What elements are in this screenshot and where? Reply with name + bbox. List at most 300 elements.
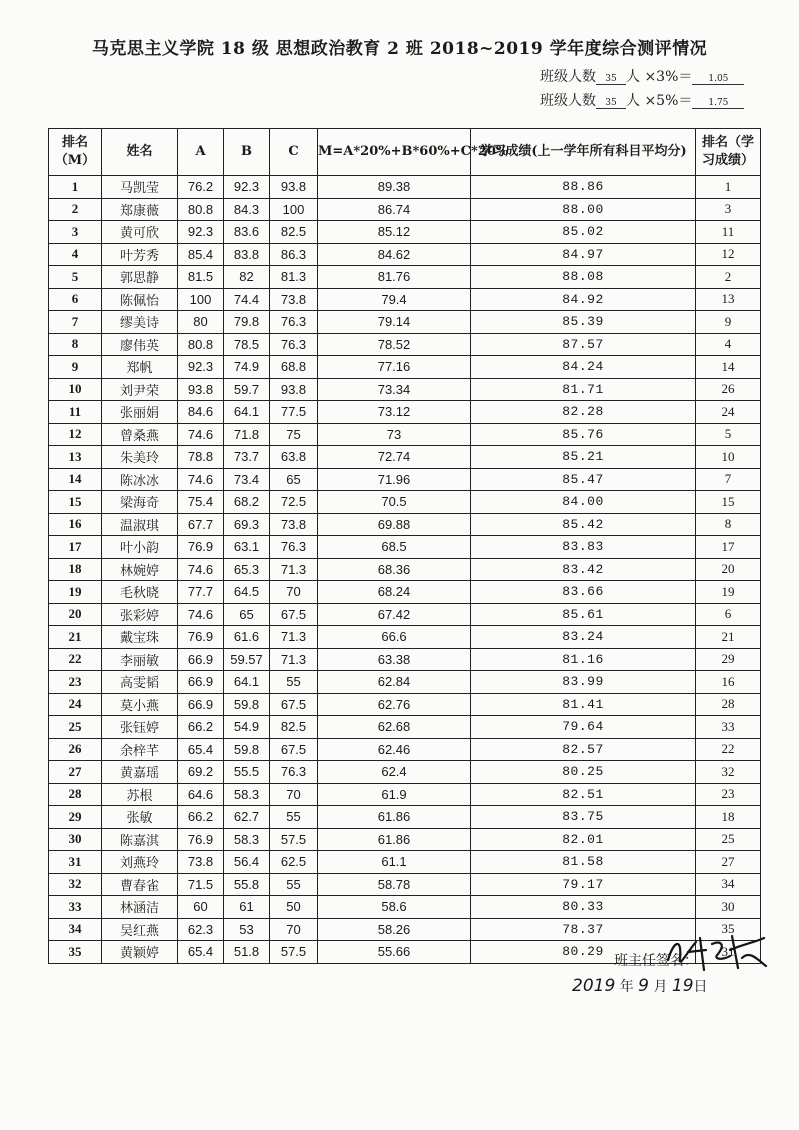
study-rank-cell: 15 (696, 491, 761, 514)
score-a-cell: 66.9 (178, 671, 224, 694)
score-b-cell: 53 (224, 918, 270, 941)
study-score-cell: 88.86 (471, 176, 696, 199)
score-c-cell: 70 (270, 581, 318, 604)
study-score-cell: 83.24 (471, 626, 696, 649)
study-rank-cell: 28 (696, 693, 761, 716)
name-cell: 廖伟英 (102, 333, 178, 356)
score-c-cell: 70 (270, 783, 318, 806)
name-cell: 刘燕玲 (102, 851, 178, 874)
score-b-cell: 79.8 (224, 311, 270, 334)
score-a-cell: 74.6 (178, 468, 224, 491)
study-rank-cell: 21 (696, 626, 761, 649)
score-b-cell: 61.6 (224, 626, 270, 649)
score-c-cell: 50 (270, 896, 318, 919)
score-a-cell: 93.8 (178, 378, 224, 401)
study-rank-cell: 17 (696, 536, 761, 559)
study-rank-cell: 22 (696, 738, 761, 761)
quota-count: 35 (596, 74, 626, 85)
score-b-cell: 59.8 (224, 738, 270, 761)
score-m-cell: 63.38 (318, 648, 471, 671)
score-m-cell: 68.24 (318, 581, 471, 604)
score-m-cell: 62.68 (318, 716, 471, 739)
rank-cell: 11 (49, 401, 102, 424)
study-rank-cell: 14 (696, 356, 761, 379)
score-b-cell: 82 (224, 266, 270, 289)
score-c-cell: 55 (270, 806, 318, 829)
score-b-cell: 65.3 (224, 558, 270, 581)
score-a-cell: 62.3 (178, 918, 224, 941)
score-b-cell: 55.5 (224, 761, 270, 784)
name-cell: 林涵洁 (102, 896, 178, 919)
study-rank-cell: 35 (696, 918, 761, 941)
study-score-cell: 84.24 (471, 356, 696, 379)
score-c-cell: 76.3 (270, 536, 318, 559)
signature-date (572, 976, 708, 996)
score-c-cell: 57.5 (270, 941, 318, 964)
score-c-cell: 68.8 (270, 356, 318, 379)
study-rank-cell: 8 (696, 513, 761, 536)
name-cell: 缪美诗 (102, 311, 178, 334)
score-m-cell: 58.6 (318, 896, 471, 919)
date-year: 2019 (572, 976, 616, 996)
score-c-cell: 77.5 (270, 401, 318, 424)
score-c-cell: 71.3 (270, 648, 318, 671)
header-rank: 排名（M） (49, 129, 102, 176)
rank-cell: 29 (49, 806, 102, 829)
score-c-cell: 73.8 (270, 513, 318, 536)
rank-cell: 2 (49, 198, 102, 221)
table-row (49, 536, 761, 559)
study-score-cell: 81.41 (471, 693, 696, 716)
study-rank-cell: 5 (696, 423, 761, 446)
score-b-cell: 68.2 (224, 491, 270, 514)
study-score-cell: 85.42 (471, 513, 696, 536)
study-rank-cell: 30 (696, 896, 761, 919)
study-score-cell: 85.76 (471, 423, 696, 446)
name-cell: 林婉婷 (102, 558, 178, 581)
table-row (49, 716, 761, 739)
study-score-cell: 80.29 (471, 941, 696, 964)
quota-count: 35 (596, 98, 626, 109)
study-rank-cell: 26 (696, 378, 761, 401)
score-a-cell: 64.6 (178, 783, 224, 806)
score-c-cell: 55 (270, 671, 318, 694)
name-cell: 吴红燕 (102, 918, 178, 941)
name-cell: 刘尹荣 (102, 378, 178, 401)
study-score-cell: 83.99 (471, 671, 696, 694)
table-row (49, 761, 761, 784)
study-rank-cell: 10 (696, 446, 761, 469)
score-c-cell: 55 (270, 873, 318, 896)
score-a-cell: 92.3 (178, 221, 224, 244)
score-m-cell: 81.76 (318, 266, 471, 289)
score-b-cell: 92.3 (224, 176, 270, 199)
name-cell: 曾桑燕 (102, 423, 178, 446)
table-row (49, 581, 761, 604)
table-row (49, 828, 761, 851)
score-m-cell: 69.88 (318, 513, 471, 536)
score-c-cell: 62.5 (270, 851, 318, 874)
score-a-cell: 80.8 (178, 198, 224, 221)
table-row (49, 873, 761, 896)
name-cell: 黄可欣 (102, 221, 178, 244)
score-m-cell: 68.5 (318, 536, 471, 559)
study-score-cell: 84.00 (471, 491, 696, 514)
study-score-cell: 82.01 (471, 828, 696, 851)
score-m-cell: 61.86 (318, 828, 471, 851)
score-c-cell: 67.5 (270, 693, 318, 716)
table-row (49, 783, 761, 806)
score-a-cell: 73.8 (178, 851, 224, 874)
name-cell: 余梓芊 (102, 738, 178, 761)
rank-cell: 16 (49, 513, 102, 536)
name-cell: 郑帆 (102, 356, 178, 379)
study-rank-cell: 33 (696, 716, 761, 739)
rank-cell: 3 (49, 221, 102, 244)
score-b-cell: 56.4 (224, 851, 270, 874)
name-cell: 叶小韵 (102, 536, 178, 559)
score-c-cell: 81.3 (270, 266, 318, 289)
study-rank-cell: 27 (696, 851, 761, 874)
score-a-cell: 66.9 (178, 693, 224, 716)
study-score-cell: 84.97 (471, 243, 696, 266)
score-m-cell: 79.14 (318, 311, 471, 334)
rank-cell: 7 (49, 311, 102, 334)
study-rank-cell: 29 (696, 648, 761, 671)
study-score-cell: 80.33 (471, 896, 696, 919)
score-c-cell: 82.5 (270, 716, 318, 739)
date-month: 9 (638, 976, 649, 996)
score-a-cell: 66.9 (178, 648, 224, 671)
study-score-cell: 85.47 (471, 468, 696, 491)
score-m-cell: 62.4 (318, 761, 471, 784)
score-a-cell: 100 (178, 288, 224, 311)
name-cell: 张敏 (102, 806, 178, 829)
score-b-cell: 64.1 (224, 401, 270, 424)
rank-cell: 13 (49, 446, 102, 469)
rank-cell: 12 (49, 423, 102, 446)
header-m-formula: M=A*20%+B*60%+C*20% (318, 129, 471, 176)
header-name: 姓名 (102, 129, 178, 176)
name-cell: 叶芳秀 (102, 243, 178, 266)
score-b-cell: 59.7 (224, 378, 270, 401)
score-b-cell: 59.57 (224, 648, 270, 671)
study-score-cell: 80.25 (471, 761, 696, 784)
name-cell: 梁海奇 (102, 491, 178, 514)
rank-cell: 31 (49, 851, 102, 874)
score-c-cell: 71.3 (270, 626, 318, 649)
score-m-cell: 78.52 (318, 333, 471, 356)
score-c-cell: 70 (270, 918, 318, 941)
rank-cell: 1 (49, 176, 102, 199)
score-m-cell: 84.62 (318, 243, 471, 266)
table-row (49, 356, 761, 379)
score-c-cell: 93.8 (270, 378, 318, 401)
study-rank-cell: 18 (696, 806, 761, 829)
study-rank-cell: 1 (696, 176, 761, 199)
name-cell: 陈佩怡 (102, 288, 178, 311)
score-c-cell: 67.5 (270, 738, 318, 761)
name-cell: 温淑琪 (102, 513, 178, 536)
score-a-cell: 84.6 (178, 401, 224, 424)
score-a-cell: 75.4 (178, 491, 224, 514)
score-m-cell: 58.26 (318, 918, 471, 941)
table-row (49, 806, 761, 829)
table-header-row (49, 129, 761, 176)
rank-cell: 8 (49, 333, 102, 356)
study-score-cell: 83.66 (471, 581, 696, 604)
score-b-cell: 54.9 (224, 716, 270, 739)
rank-cell: 34 (49, 918, 102, 941)
score-b-cell: 62.7 (224, 806, 270, 829)
score-c-cell: 82.5 (270, 221, 318, 244)
table-row (49, 221, 761, 244)
score-c-cell: 57.5 (270, 828, 318, 851)
table-row (49, 423, 761, 446)
quota-result: 1.75 (692, 98, 744, 109)
rank-cell: 5 (49, 266, 102, 289)
score-c-cell: 76.3 (270, 311, 318, 334)
study-score-cell: 78.37 (471, 918, 696, 941)
score-m-cell: 61.1 (318, 851, 471, 874)
rank-cell: 25 (49, 716, 102, 739)
name-cell: 黄嘉瑶 (102, 761, 178, 784)
date-day: 19 (671, 976, 694, 996)
score-a-cell: 92.3 (178, 356, 224, 379)
score-b-cell: 78.5 (224, 333, 270, 356)
score-m-cell: 85.12 (318, 221, 471, 244)
name-cell: 莫小燕 (102, 693, 178, 716)
study-rank-cell: 32 (696, 761, 761, 784)
score-m-cell: 73.12 (318, 401, 471, 424)
score-a-cell: 74.6 (178, 558, 224, 581)
score-m-cell: 62.76 (318, 693, 471, 716)
score-b-cell: 64.5 (224, 581, 270, 604)
study-rank-cell: 2 (696, 266, 761, 289)
study-rank-cell: 3 (696, 198, 761, 221)
rank-cell: 24 (49, 693, 102, 716)
teacher-signature-label: 班主任签名： (614, 953, 698, 969)
score-a-cell: 80.8 (178, 333, 224, 356)
table-row (49, 603, 761, 626)
score-a-cell: 69.2 (178, 761, 224, 784)
name-cell: 郑康薇 (102, 198, 178, 221)
name-cell: 马凯莹 (102, 176, 178, 199)
rank-cell: 6 (49, 288, 102, 311)
rank-cell: 33 (49, 896, 102, 919)
score-c-cell: 86.3 (270, 243, 318, 266)
study-score-cell: 82.57 (471, 738, 696, 761)
score-c-cell: 75 (270, 423, 318, 446)
score-m-cell: 72.74 (318, 446, 471, 469)
study-score-cell: 82.51 (471, 783, 696, 806)
score-c-cell: 72.5 (270, 491, 318, 514)
table-row (49, 671, 761, 694)
table-row (49, 896, 761, 919)
score-m-cell: 70.5 (318, 491, 471, 514)
header-b: B (224, 129, 270, 176)
score-c-cell: 76.3 (270, 333, 318, 356)
table-row (49, 918, 761, 941)
study-rank-cell: 7 (696, 468, 761, 491)
score-b-cell: 74.9 (224, 356, 270, 379)
table-row (49, 446, 761, 469)
table-row (49, 693, 761, 716)
score-m-cell: 66.6 (318, 626, 471, 649)
score-c-cell: 67.5 (270, 603, 318, 626)
score-a-cell: 81.5 (178, 266, 224, 289)
header-study-score: 学习成绩(上一学年所有科目平均分) (471, 129, 696, 176)
study-rank-cell: 6 (696, 603, 761, 626)
score-a-cell: 60 (178, 896, 224, 919)
name-cell: 张丽娟 (102, 401, 178, 424)
quota-result: 1.05 (692, 74, 744, 85)
score-b-cell: 55.8 (224, 873, 270, 896)
study-rank-cell: 24 (696, 401, 761, 424)
name-cell: 朱美玲 (102, 446, 178, 469)
study-score-cell: 87.57 (471, 333, 696, 356)
table-row (49, 401, 761, 424)
name-cell: 戴宝珠 (102, 626, 178, 649)
score-b-cell: 51.8 (224, 941, 270, 964)
date-day-label: 日 (693, 979, 708, 995)
table-row (49, 558, 761, 581)
score-a-cell: 65.4 (178, 941, 224, 964)
study-score-cell: 81.16 (471, 648, 696, 671)
study-rank-cell: 19 (696, 581, 761, 604)
score-b-cell: 64.1 (224, 671, 270, 694)
name-cell: 曹春雀 (102, 873, 178, 896)
score-b-cell: 74.4 (224, 288, 270, 311)
study-score-cell: 85.02 (471, 221, 696, 244)
score-a-cell: 80 (178, 311, 224, 334)
score-c-cell: 100 (270, 198, 318, 221)
name-cell: 毛秋晓 (102, 581, 178, 604)
score-m-cell: 89.38 (318, 176, 471, 199)
score-b-cell: 83.8 (224, 243, 270, 266)
score-a-cell: 67.7 (178, 513, 224, 536)
rank-cell: 21 (49, 626, 102, 649)
score-b-cell: 71.8 (224, 423, 270, 446)
rank-cell: 23 (49, 671, 102, 694)
score-b-cell: 63.1 (224, 536, 270, 559)
study-score-cell: 79.64 (471, 716, 696, 739)
quota-formula: 人 ×5%＝ (626, 93, 693, 109)
score-a-cell: 74.6 (178, 423, 224, 446)
study-score-cell: 85.21 (471, 446, 696, 469)
rank-cell: 19 (49, 581, 102, 604)
score-c-cell: 76.3 (270, 761, 318, 784)
header-c: C (270, 129, 318, 176)
study-rank-cell: 20 (696, 558, 761, 581)
rank-cell: 26 (49, 738, 102, 761)
rank-cell: 32 (49, 873, 102, 896)
table-row (49, 378, 761, 401)
name-cell: 张钰婷 (102, 716, 178, 739)
study-score-cell: 81.71 (471, 378, 696, 401)
rank-cell: 15 (49, 491, 102, 514)
rank-cell: 10 (49, 378, 102, 401)
table-row (49, 648, 761, 671)
date-year-label: 年 (619, 979, 634, 995)
evaluation-table (48, 128, 761, 964)
name-cell: 黄颖婷 (102, 941, 178, 964)
rank-cell: 18 (49, 558, 102, 581)
class-quota-5pct (540, 90, 744, 110)
score-c-cell: 73.8 (270, 288, 318, 311)
rank-cell: 30 (49, 828, 102, 851)
score-a-cell: 77.7 (178, 581, 224, 604)
score-a-cell: 76.2 (178, 176, 224, 199)
name-cell: 高雯韬 (102, 671, 178, 694)
study-rank-cell: 11 (696, 221, 761, 244)
score-m-cell: 55.66 (318, 941, 471, 964)
study-score-cell: 88.08 (471, 266, 696, 289)
score-m-cell: 73.34 (318, 378, 471, 401)
table-row (49, 198, 761, 221)
table-row (49, 333, 761, 356)
rank-cell: 4 (49, 243, 102, 266)
table-row (49, 176, 761, 199)
score-b-cell: 73.4 (224, 468, 270, 491)
study-score-cell: 83.75 (471, 806, 696, 829)
study-rank-cell: 4 (696, 333, 761, 356)
quota-formula: 人 ×3%＝ (626, 69, 693, 85)
study-score-cell: 84.92 (471, 288, 696, 311)
score-m-cell: 67.42 (318, 603, 471, 626)
score-m-cell: 61.9 (318, 783, 471, 806)
header-study-rank: 排名（学习成绩） (696, 129, 761, 176)
table-row (49, 266, 761, 289)
score-a-cell: 74.6 (178, 603, 224, 626)
table-body (49, 176, 761, 964)
study-rank-cell: 12 (696, 243, 761, 266)
study-score-cell: 82.28 (471, 401, 696, 424)
study-score-cell: 85.39 (471, 311, 696, 334)
rank-cell: 27 (49, 761, 102, 784)
study-rank-cell: 9 (696, 311, 761, 334)
rank-cell: 17 (49, 536, 102, 559)
score-m-cell: 71.96 (318, 468, 471, 491)
score-a-cell: 66.2 (178, 716, 224, 739)
score-a-cell: 65.4 (178, 738, 224, 761)
score-b-cell: 69.3 (224, 513, 270, 536)
table-row (49, 311, 761, 334)
study-score-cell: 88.00 (471, 198, 696, 221)
score-m-cell: 62.46 (318, 738, 471, 761)
score-a-cell: 76.9 (178, 536, 224, 559)
study-score-cell: 83.83 (471, 536, 696, 559)
date-month-label: 月 (653, 979, 668, 995)
table-row (49, 243, 761, 266)
table-row (49, 851, 761, 874)
handwritten-signature (660, 930, 770, 976)
score-b-cell: 59.8 (224, 693, 270, 716)
score-m-cell: 62.84 (318, 671, 471, 694)
rank-cell: 20 (49, 603, 102, 626)
score-m-cell: 77.16 (318, 356, 471, 379)
study-score-cell: 81.58 (471, 851, 696, 874)
score-b-cell: 83.6 (224, 221, 270, 244)
score-b-cell: 58.3 (224, 783, 270, 806)
table-row (49, 626, 761, 649)
name-cell: 郭思静 (102, 266, 178, 289)
score-c-cell: 71.3 (270, 558, 318, 581)
table-row (49, 288, 761, 311)
rank-cell: 9 (49, 356, 102, 379)
study-rank-cell: 34 (696, 873, 761, 896)
score-b-cell: 61 (224, 896, 270, 919)
